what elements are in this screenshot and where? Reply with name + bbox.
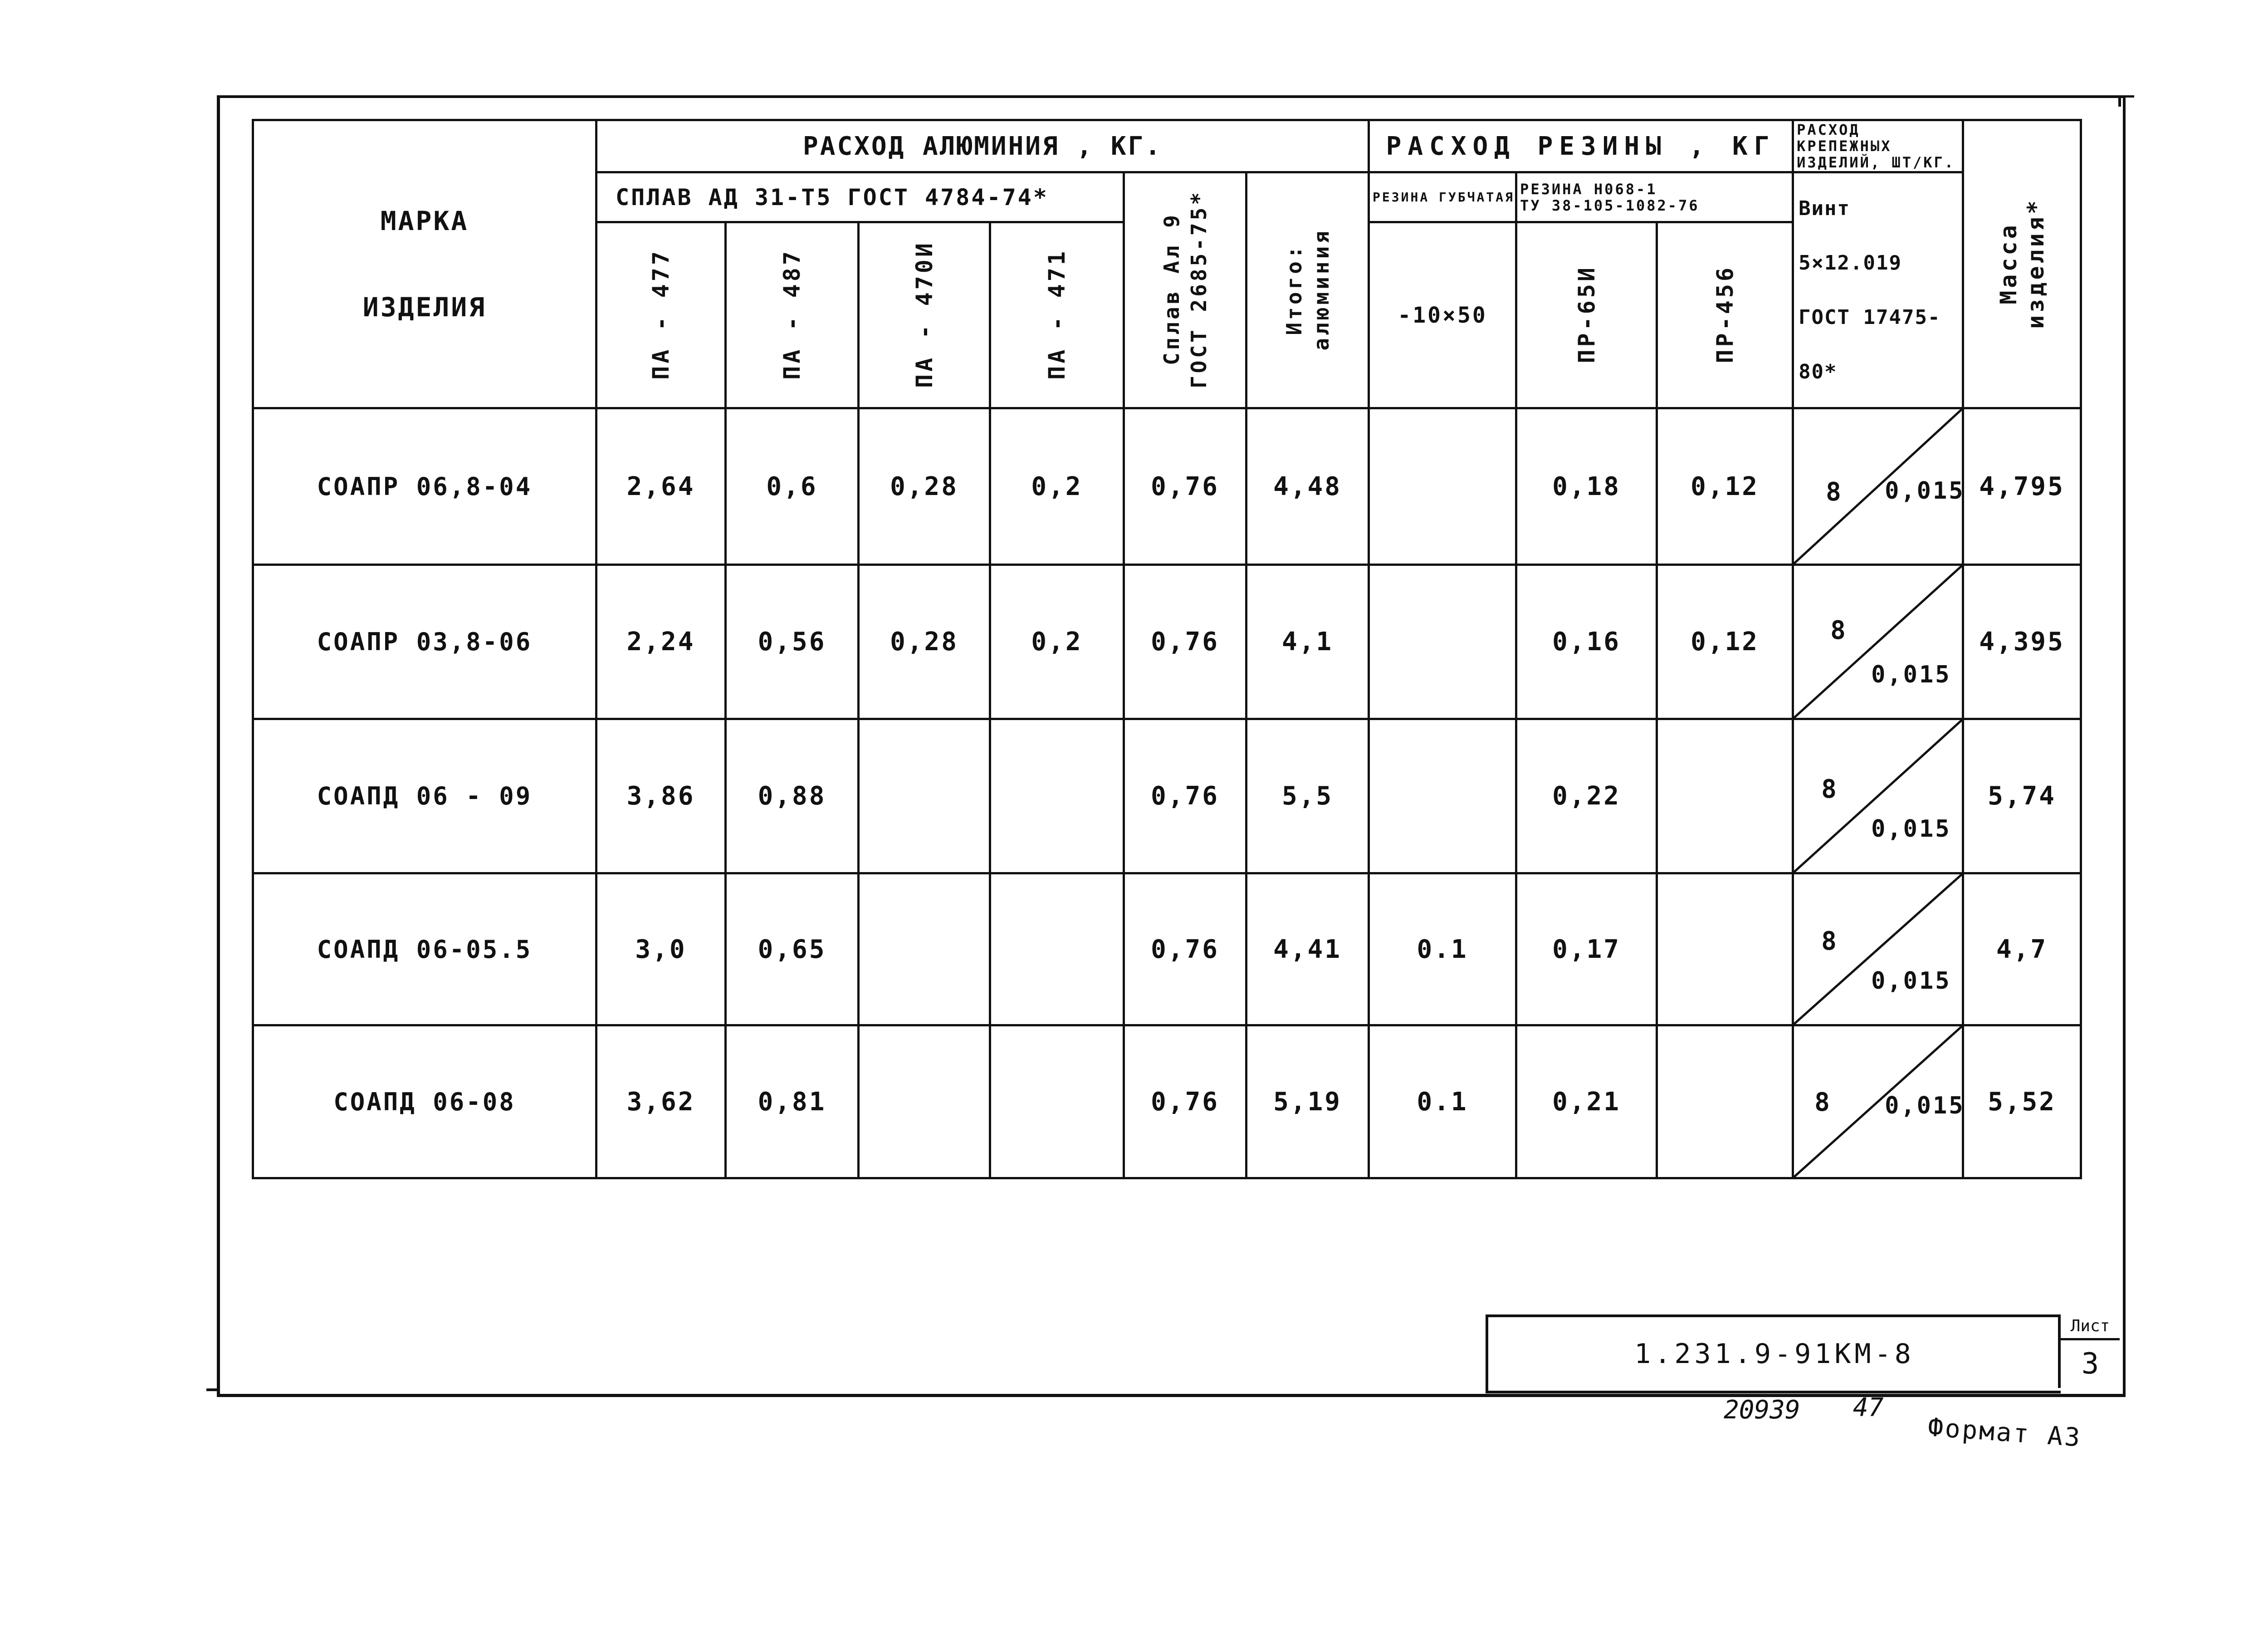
- sponge-rubber-header: РЕЗИНА ГУБЧАТАЯ: [1369, 172, 1516, 222]
- mass-header: Масса изделия*: [1963, 120, 2081, 408]
- pr65-cell: 0,21: [1516, 1025, 1657, 1178]
- sponge-rubber-cell: [1369, 408, 1516, 565]
- pa477-cell: 3,62: [596, 1025, 726, 1178]
- rubber-n068-header: РЕЗИНА Н068-1 ТУ 38-105-1082-76: [1516, 172, 1793, 222]
- pr456-cell: [1657, 873, 1793, 1025]
- pa487-cell: 0,56: [726, 565, 859, 719]
- pa471-cell: [990, 1025, 1124, 1178]
- pa487-cell: 0,6: [726, 408, 859, 565]
- profile-pa487-header: ПА - 487: [726, 222, 859, 408]
- fastener-mass: 0,015: [1871, 661, 1951, 688]
- pa477-cell: 3,86: [596, 719, 726, 873]
- fasteners-cell: [1793, 408, 1963, 565]
- mass-cell: 4,795: [1963, 408, 2081, 565]
- total-aluminium-cell: 4,41: [1246, 873, 1369, 1025]
- sheet-label: Лист: [2061, 1314, 2120, 1340]
- screw-name: Винт 5×12.019: [1799, 196, 1902, 275]
- aluminium-consumption-header: РАСХОД АЛЮМИНИЯ , КГ.: [596, 120, 1369, 172]
- fastener-mass: 0,015: [1871, 967, 1951, 995]
- pa470-cell: [859, 1025, 990, 1178]
- pa477-cell: 2,24: [596, 565, 726, 719]
- pa487-cell: 0,81: [726, 1025, 859, 1178]
- pa470-cell: 0,28: [859, 565, 990, 719]
- sponge-rubber-cell: [1369, 565, 1516, 719]
- mark-cell: СОАПД 06 - 09: [253, 719, 596, 873]
- pr456-cell: [1657, 1025, 1793, 1178]
- pr456-cell: 0,12: [1657, 408, 1793, 565]
- pa471-cell: 0,2: [990, 408, 1124, 565]
- pr65-cell: 0,18: [1516, 408, 1657, 565]
- table-row: [253, 719, 2081, 873]
- page-number: 47: [1853, 1393, 1884, 1422]
- frame-tick-right: [2118, 98, 2121, 107]
- al9-cell: 0,76: [1124, 408, 1246, 565]
- sponge-rubber-cell: [1369, 719, 1516, 873]
- materials-table: [252, 119, 2082, 1179]
- mark-cell: СОАПД 06-05.5: [253, 873, 596, 1025]
- mass-cell: 4,395: [1963, 565, 2081, 719]
- screw-header: [1793, 172, 1963, 408]
- sponge-rubber-cell: 0.1: [1369, 1025, 1516, 1178]
- pa487-cell: 0,65: [726, 873, 859, 1025]
- profile-pa471-header: ПА - 471: [990, 222, 1124, 408]
- pr456-cell: 0,12: [1657, 565, 1793, 719]
- fastener-mass: 0,015: [1885, 477, 1965, 505]
- al9-cell: 0,76: [1124, 565, 1246, 719]
- title-block: [1486, 1314, 2061, 1393]
- sponge-size-header: -10×50: [1369, 222, 1516, 408]
- pa471-cell: 0,2: [990, 565, 1124, 719]
- fasteners-cell: [1793, 873, 1963, 1025]
- table-row: [253, 408, 2081, 565]
- profile-pa477-header: ПА - 477: [596, 222, 726, 408]
- pa471-cell: [990, 719, 1124, 873]
- mark-cell: СОАПД 06-08: [253, 1025, 596, 1178]
- table-row: [253, 1025, 2081, 1178]
- fastener-mass: 0,015: [1885, 1092, 1965, 1119]
- fasteners-cell: [1793, 565, 1963, 719]
- rubber-pr456-header: ПР-456: [1657, 222, 1793, 408]
- fastener-mass: 0,015: [1871, 815, 1951, 843]
- alloy-ad31-header: СПЛАВ АД 31-Т5 ГОСТ 4784-74*: [596, 172, 1124, 222]
- screw-gost: ГОСТ 17475-80*: [1799, 305, 1941, 383]
- pa470-cell: [859, 873, 990, 1025]
- total-aluminium-cell: 4,1: [1246, 565, 1369, 719]
- pa477-cell: 2,64: [596, 408, 726, 565]
- sponge-rubber-cell: 0.1: [1369, 873, 1516, 1025]
- mark-cell: СОАПР 03,8-06: [253, 565, 596, 719]
- sheet-number: 3: [2081, 1347, 2099, 1381]
- paper-format: Формат А3: [1927, 1412, 2083, 1453]
- alloy-al9-header: Сплав Ал 9 ГОСТ 2685-75*: [1124, 172, 1246, 408]
- pa487-cell: 0,88: [726, 719, 859, 873]
- diagonal-divider: [1794, 566, 1962, 718]
- fastener-count: 8: [1821, 775, 1838, 804]
- pr456-cell: [1657, 719, 1793, 873]
- mark-cell: СОАПР 06,8-04: [253, 408, 596, 565]
- mass-cell: 5,52: [1963, 1025, 2081, 1178]
- total-aluminium-cell: 5,5: [1246, 719, 1369, 873]
- diagonal-divider: [1794, 874, 1962, 1024]
- fasteners-consumption-header: РАСХОД КРЕПЕЖНЫХ ИЗДЕЛИЙ, ШТ/КГ.: [1793, 120, 1963, 172]
- frame-bottom-extension: [206, 1388, 218, 1391]
- pa470-cell: 0,28: [859, 408, 990, 565]
- pr65-cell: 0,22: [1516, 719, 1657, 873]
- fastener-count: 8: [1821, 927, 1838, 956]
- mass-cell: 5,74: [1963, 719, 2081, 873]
- pr65-cell: 0,17: [1516, 873, 1657, 1025]
- al9-cell: 0,76: [1124, 873, 1246, 1025]
- table-row: [253, 565, 2081, 719]
- total-aluminium-cell: 4,48: [1246, 408, 1369, 565]
- fastener-count: 8: [1814, 1088, 1832, 1117]
- pa477-cell: 3,0: [596, 873, 726, 1025]
- rubber-consumption-header: РАСХОД РЕЗИНЫ , КГ: [1369, 120, 1793, 172]
- fastener-count: 8: [1826, 477, 1843, 507]
- table-row: [253, 873, 2081, 1025]
- total-aluminium-cell: 5,19: [1246, 1025, 1369, 1178]
- inventory-number: 20939: [1724, 1395, 1800, 1425]
- mark-header: МАРКА ИЗДЕЛИЯ: [253, 120, 596, 408]
- diagonal-divider: [1794, 720, 1962, 872]
- fastener-count: 8: [1830, 616, 1848, 645]
- fasteners-cell: [1793, 1025, 1963, 1178]
- mass-cell: 4,7: [1963, 873, 2081, 1025]
- rubber-pr65-header: ПР-65И: [1516, 222, 1657, 408]
- al9-cell: 0,76: [1124, 1025, 1246, 1178]
- profile-pa470-header: ПА - 470И: [859, 222, 990, 408]
- pr65-cell: 0,16: [1516, 565, 1657, 719]
- sheet-block: [2058, 1314, 2120, 1388]
- pa471-cell: [990, 873, 1124, 1025]
- al9-cell: 0,76: [1124, 719, 1246, 873]
- pa470-cell: [859, 719, 990, 873]
- total-aluminium-header: Итого: алюминия: [1246, 172, 1369, 408]
- fasteners-cell: [1793, 719, 1963, 873]
- document-code: 1.231.9-91КМ-8: [1634, 1338, 1915, 1370]
